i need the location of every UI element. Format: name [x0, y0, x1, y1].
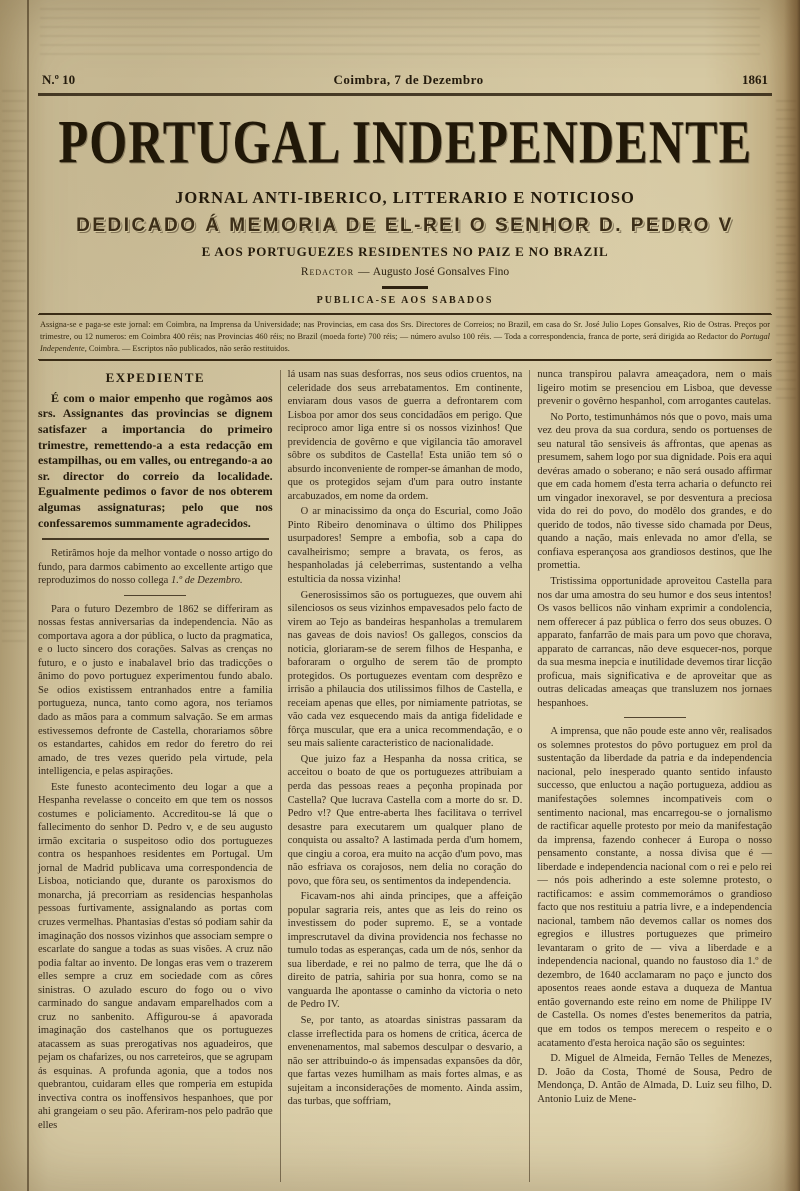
ornament-bar [382, 286, 428, 289]
expediente-notice: É com o maior empenho que rogàmos aos srs. Assignantes das provincias se dignem satisfazer a importancia do primeiro trimestre, remettendo-a a esta redacção em estampilhas, ou em valles, ou entregando-a ao sr. director do correio da localidade. Egualmente pedimos o favor de nos obterem algumas assignaturas; pelo que nos confessaremos summamente agradecidos. [38, 390, 273, 530]
paragraph: Para o futuro Dezembro de 1862 se differiram as nossas festas anniversarias da independencia. Não as comportava agora a dor pública, o lucto da pragmatica, e o lucto sincero dos corações. Salvas as crenças no futuro, e o justo e inabalavel brio das tradicções o ânimo do povo portuguez experimentou fundo abalo. Se odios existissem entranhados entre a familia portugueza, nunca, tanto como agora, nos teriamos dado as mãos para a commum salvação. Se em armas estivessemos defronte de Castella, chorariamos sôbre os estandartes, cahidos em redor do feretro do rei amado, de tres vezes querido pela virtude, pela intelligencia, e pelas aspirações. [38, 603, 273, 778]
subscription-imprint [38, 314, 772, 360]
column-1 [38, 368, 273, 1191]
year: 1861 [742, 72, 768, 87]
paragraph: lá usam nas suas desforras, nos seus odios cruentos, na celeridade dos seus arrebatamentos. Em continente, enviaram dous vasos de guerra a defrontarem com Lisboa por amor dos seus concidadãos em perigo. Que reciproco amor liga entre si os nossos vizinhos! Que previdencia de govêrno e que vigilancia tão amoravel sôbre os subditos de Castella! Esta união tem só o absurdo inconveniente de romper-se ámanhan de modo, que os protegidos sejam d'um para outro instante arcabuzados, em nome da ordem. [287, 369, 523, 502]
paragraph-text: Retirâmos hoje da melhor vontade o nosso artigo do fundo, para darmos cabimento ao excellente artigo que reproduzimos do nosso collega [38, 548, 273, 587]
paragraph: nunca transpirou palavra ameaçadora, nem o mais ligeiro motim se presenciou em Lisboa, que devesse prevenir o govêrno hespanhol, com arrogantes cautelas. [537, 369, 773, 408]
paragraph: Se, por tanto, as atoardas sinistras passaram da classe irreflectida para os homens de critica, ácerca de envenenamentos, mal sabemos desculpar o desvario, a não ser attribuindo-o ás impensadas expansões da dôr, que fartas vezes humilham as mais fortes almas, e as sujeitam a inconsiderações de momento. Ainda assim, das turbas, que soffriam, [287, 1015, 523, 1108]
divider-rule [124, 595, 186, 596]
column-3 [537, 368, 772, 1191]
imprint-text: , Coimbra. — Escriptos não publicados, não serão restituidos. [84, 344, 290, 354]
subtitle-genre: JORNAL ANTI-IBERICO, LITTERARIO E NOTICIOSO [175, 188, 635, 207]
subtitle-audience: E AOS PORTUGUEZES RESIDENTES NO PAIZ E NO BRAZIL [201, 244, 609, 259]
divider-rule [624, 717, 686, 718]
paragraph: Generosissimos são os portuguezes, que ouvem ahi silenciosos os seus vizinhos empavesados pelo facto de virem ao Tejo as bandeiras hespanholas a tremularem nas gaveas de dois navios! Os gallegos, conscios da noticia, gloriaram-se de serem filhos de Hespanha, e baforaram o orgulho de serem tão de prompto protegidos. Os portuguezes eventam com desprêzo e irrisão a philaucia dos utilissimos filhos de Castella, e receiam apenas que elles, por nimiamente patriotas, se vão cada vez esquecendo mais da antiga fidelidade e fôrça muscular, que era a unica recommendação, e o seu mais saliente caracteristico de nacionalidade. [287, 589, 523, 750]
paragraph [38, 547, 273, 588]
imprint-paper-name: Portugal Independente [40, 332, 770, 354]
paragraph: O ar minacissimo da onça do Escurial, como João Pinto Ribeiro denominava o último dos Philippes usurpadores! Sempre a embofia, sob a capa do cavalheirismo; sempre a bravata, os feros, as hespanholadas já celeberrimas, sustentando a velha estulticia da nossa vizinha! [287, 506, 523, 586]
subtitle-dedication: DEDICADO Á MEMORIA DE EL-REI O SENHOR D. PEDRO V [76, 215, 734, 236]
redactor-label: Redactor — [300, 266, 371, 278]
issue-header [38, 72, 772, 88]
column-rule [529, 370, 530, 1182]
column-2 [288, 368, 523, 1191]
paragraph: Este funesto acontecimento deu logar a que a Hespanha revelasse o conceito em que tem os nossos costumes e policiamento. Accreditou-se lá que o fallecimento do senhor D. Pedro v, e de seu augusto irmão excitaria o suspeitoso odio dos portuguezes contra os hespanhoes residentes em Portugal. Um jornal de Madrid publicava uma correspondencia de Lisboa, noticiando que, durante os paroxismos do monarcha, já precorriam as residencias hespanholas pessoas furtivamente, assignalando as portas com cruzes vermelhas. Phantasias d'estas só podiam sahir da imaginação dos nossos vizinhos que associam sempre o escarlate do sangue a todas as suas visões. A cruz não podia faltar ao invento. De longas eras vem o trazerem elles sempre a cruz em sociedade com as côres sinistras. O azulado escuro do fogo ou o vivo carminado do sangue andavam emparelhados com a cruz no sanbenito. Affigurou-se á apavorada imaginação dos castelhanos que os portuguezes atacassem as suas prerogativas nos aguadeiros, que pejam os chafarizes, ou nos carreteiros, que se agrupam ás esquinas. A profunda agonia, que a todos nos quebrantou, cuidaram elles que romperia em estupida invectiva contra os inoffensivos hespanhoes, que por ahi grangeiam o seu pão. Aferiram-nos pelo padrão que elles [38, 781, 273, 1131]
issue-number: N.º 10 [42, 72, 76, 87]
paragraph: D. Miguel de Almeida, Fernão Telles de Menezes, D. João da Costa, Thomé de Sousa, Pedro de Mendonça, D. Antão de Almada, D. Luiz seu filho, D. Antonio Luiz de Mene- [537, 1053, 773, 1105]
divider-rule [42, 538, 270, 540]
paragraph: Tristissima opportunidade aproveitou Castella para nos dar uma amostra do seu humor e dos seus intentos! Os vasos bellicos não vinham exprimir a condolencia, nem offerecer á paz pública o ferro dos seus obuzes. O apparato, fanfarrão de mais para um povo que chorava, apparato de carrancas, não deve esquecer-nos, porque da sua mesma inepcia e inutilidade devemos tirar licção proficua, mais significativa e de aproveitar que as outras delicadas ameaças que transluzem nos jornaes hespanhoes. [537, 576, 773, 709]
header-rule [38, 93, 772, 96]
paragraph: No Porto, testimunhámos nós que o povo, mais uma vez deu prova da sua cordura, sendo os portuenses de seu natural tão sensiveis ás affrontas, que apenas as presumem, sahem logo por sua dignidade. Pois era aqui devéras amado o soberano; e não será ousado affirmar que em cada homem d'esta terra acharia o defuncto rei um vingador inexoravel, se por desventura a preciosa vida do rei do povo, do modêlo dos grandes, e do querido de todos, não tivesse sido chamada por Deus, quando a nação, mais enlevada no amor d'ella, se confiava esperançosa aos grandiosos destinos, que lhe promettia. [537, 411, 773, 572]
paragraph: Ficavam-nos ahi ainda principes, que a affeição popular sagraria reis, antes que as leis do reino os investissem do poder supremo. E, se a vontade imprescrutavel da divina providencia nos fechasse no tumulo todas as esperanças, cada um de nós, senhor da sua liberdade, e rei no palmo de terra, que lhe dá o direito de patria, sahiria por sua honra, como se na vanguarda lhe apontasse o caminho da victoria o neto de Pedro IV. [287, 891, 523, 1011]
masthead [38, 100, 772, 182]
column-rule [280, 370, 281, 1182]
masthead-title: PORTUGAL INDEPENDENTE [58, 106, 752, 176]
section-heading-expediente: EXPEDIENTE [105, 370, 206, 386]
publication-note: PUBLICA-SE AOS SABADOS [316, 295, 494, 306]
date-line: Coimbra, 7 de Dezembro [333, 72, 484, 87]
redactor-line [38, 266, 772, 278]
paragraph: Que juizo faz a Hespanha da nossa critica, se acceitou o boato de que os portuguezes attribuiam a perda das pessoas reaes a peçonha propinada por Castella? Que lucrava Castella com a morte do sr. D. Pedro v!? Que entre-aberta lhes facilitava o terrivel desastre para executarem um qualquer plano de conquista ou assalto? A lastimada perda d'um homem, que cingiu a coroa, era muito na acção d'um povo, mas não esfriava os corajosos, nem delia no coração do povo, que fôra seu, os sentimentos da independencia. [287, 753, 523, 887]
imprint-text: Assigna-se e paga-se este jornal: em Coimbra, na Imprensa da Universidade; nas Provincias, em casa dos Srs. Directores de Correios; no Brazil, em casa do Sr. José Julio Lopes Gonsalves, Rio de Ostras. Preços por trimestre, ou 12 numeros: em Coimbra 400 réis; nas Provincias 460 réis; no Brazil (moeda forte) 700 réis; — número avulso 100 réis. — Toda a correspondencia, franca de porte, será dirigida ao Redactor do [40, 320, 770, 342]
paragraph: A imprensa, que não poude este anno vêr, realisados os solemnes protestos do pôvo portuguez em prol da sustentação da liberdade da patria e da independencia nacional, pelo inesperado quanto sentido infausto successo, que enluctou a nação portugueza, addiou as manifestações solemnes incompativeis com o sentimento nacional, mas encarregou-se o jornalismo de ractificar aquelle protesto por meio da manifestação da imprensa, fazendo conhecer á Europa o nosso pensamento constante, a nossa divisa que é — liberdade e independencia nacional com o rei e pelo rei — nós pois adherindo a este solemne protesto, o ractificamos: e assim commemorámos o grandioso facto que nos restituiu a patria livre, e a independencia nacional, tambem não devemos callar os nomes dos egregios e illustres portuguezes que primeiro levantaram o grito de — viva a liberdade e a independencia nacional, quando no faustoso dia 1.º de dezembro, de 1640 acclamaram no paço e juncto dos aposentos reaes aonde estava a duqueza de Mantua então governando este reino em nome de Philippe IV de Castella. Os nomes d'estes benemeritos da patria, que em todos os tempos merecem o respeito e o acatamento d'esta heroica nação são os seguintes: [537, 726, 773, 1049]
reprint-source-title: 1.º de Dezembro. [170, 575, 243, 587]
redactor-name: Augusto José Gonsalves Fino [372, 266, 510, 278]
article-columns [38, 368, 772, 1191]
